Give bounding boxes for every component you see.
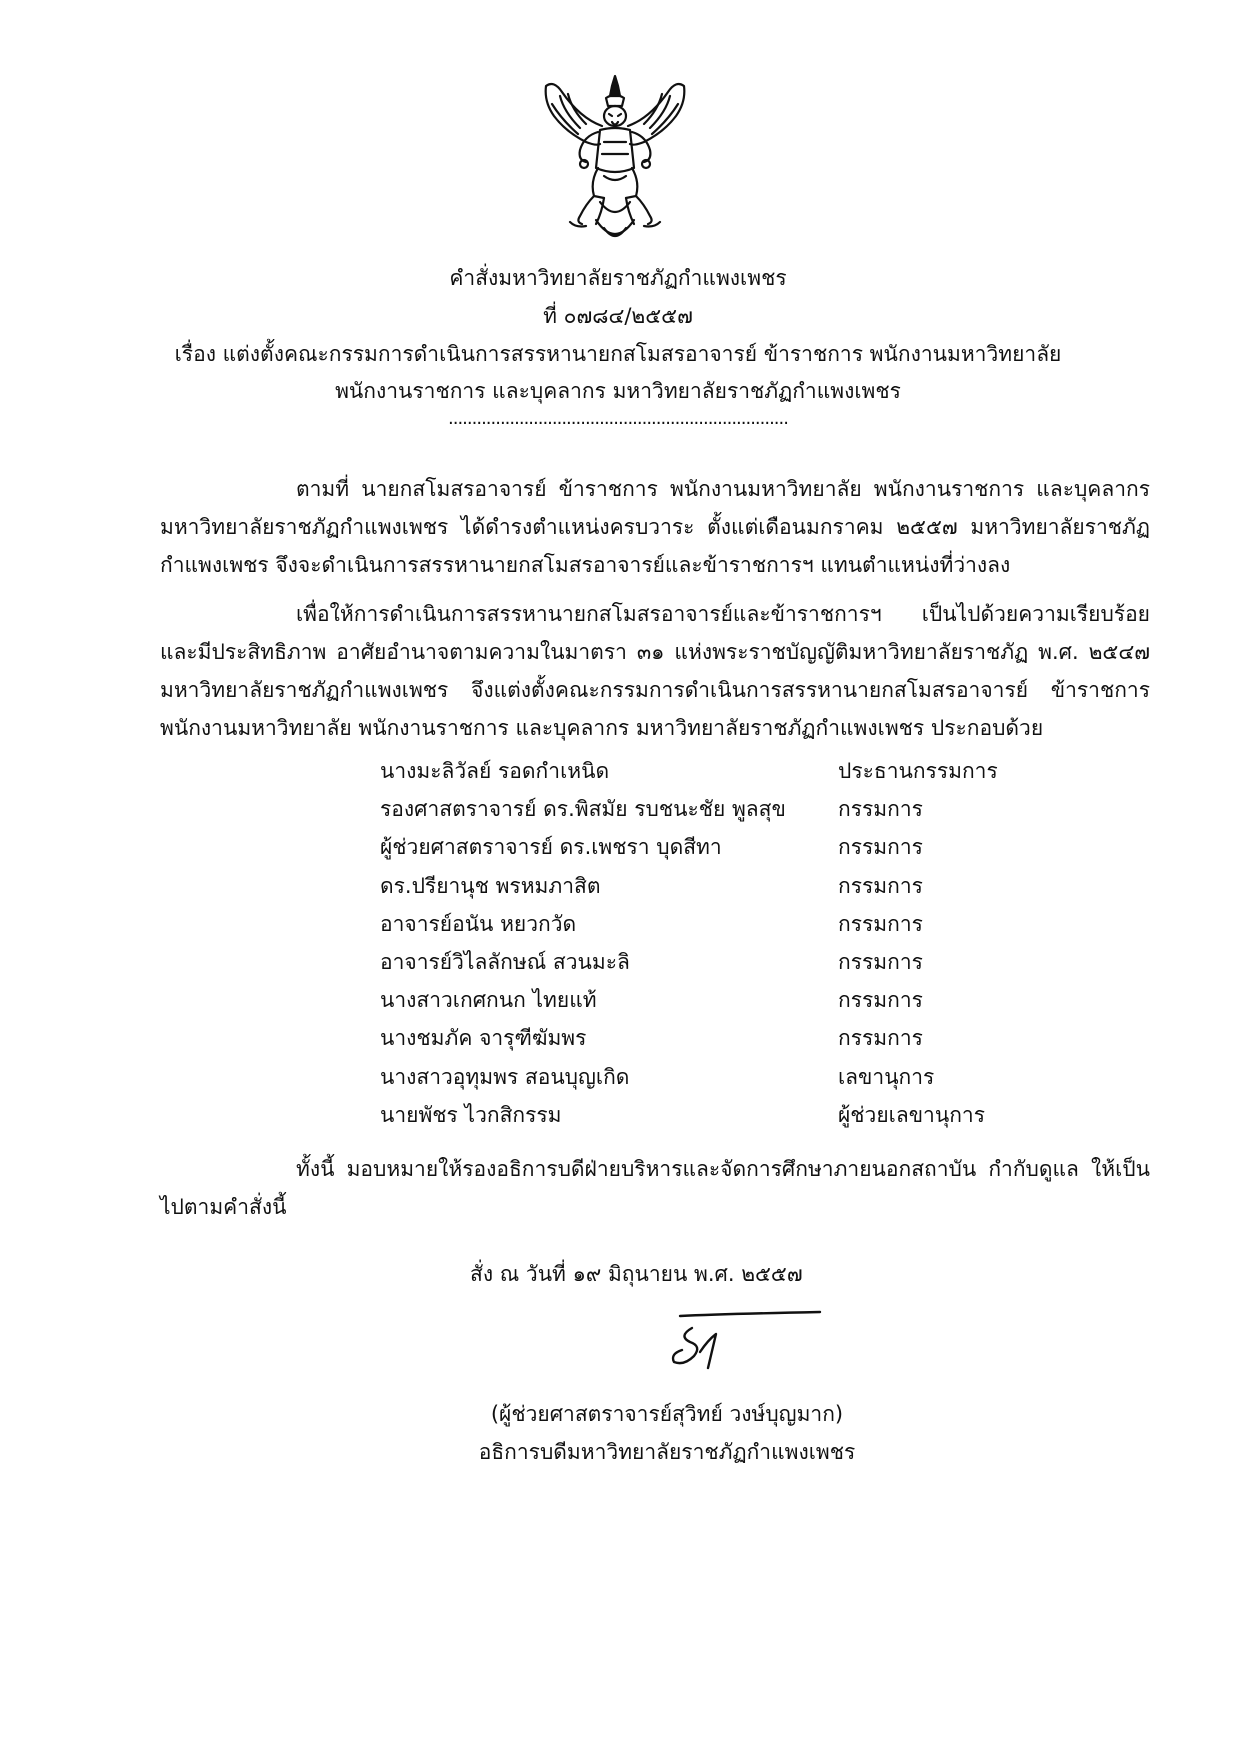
member-role: กรรมการ <box>838 949 923 974</box>
paragraph-appointment <box>160 595 1150 747</box>
member-role: กรรมการ <box>838 873 923 898</box>
committee-member <box>380 828 1140 866</box>
member-name: ดร.ปรียานุช พรหมภาสิต <box>380 873 601 898</box>
committee-member <box>380 790 1140 828</box>
garuda-emblem-icon <box>540 72 690 252</box>
member-role: กรรมการ <box>838 988 923 1013</box>
member-role: ผู้ช่วยเลขานุการ <box>838 1102 985 1127</box>
member-role: กรรมการ <box>838 797 923 822</box>
committee-member-list <box>380 752 1140 1134</box>
committee-member <box>380 1058 1140 1096</box>
committee-member <box>380 1096 1140 1134</box>
member-role: เลขานุการ <box>838 1064 935 1089</box>
paragraph-2-text: เพื่อให้การดำเนินการสรรหานายกสโมสรอาจารย์และข้าราชการฯ เป็นไปด้วยความเรียบร้อย และมีประสิทธิภาพ อาศัยอำนาจตามความในมาตรา ๓๑ แห่งพระราชบัญญัติมหาวิทยาลัยราชภัฏ พ.ศ. ๒๕๔๗ มหาวิทยาลัยราชภัฏกำแพงเพชร จึงแต่งตั้งคณะกรรมการดำเนินการสรรหานายกสโมสรอาจารย์ ข้าราชการ พนักงานมหาวิทยาลัย พนักงานราชการ และบุคลากร มหาวิทยาลัยราชภัฏกำแพงเพชร ประกอบด้วย <box>160 602 1150 740</box>
member-name: นางมะลิวัลย์ รอดกำเหนิด <box>380 759 610 783</box>
member-role: กรรมการ <box>838 911 923 936</box>
signatory-title: อธิการบดีมหาวิทยาลัยราชภัฏกำแพงเพชร <box>478 1440 856 1464</box>
member-name: นายพัชร ไวกสิกรรม <box>380 1102 562 1127</box>
paragraph-supervision <box>160 1150 1150 1226</box>
order-subject <box>0 336 1236 410</box>
committee-member <box>380 867 1140 905</box>
member-role: กรรมการ <box>838 835 923 860</box>
committee-member <box>380 981 1140 1019</box>
member-name: อาจารย์วิไลลักษณ์ สวนมะลิ <box>380 949 630 974</box>
order-title: คำสั่งมหาวิทยาลัยราชภัฏกำแพงเพชร <box>449 266 787 290</box>
member-role: ประธานกรรมการ <box>838 759 998 783</box>
member-name: อาจารย์อนัน หยวกวัด <box>380 911 577 936</box>
subject-line-2: พนักงานราชการ และบุคลากร มหาวิทยาลัยราชภัฏกำแพงเพชร <box>335 379 901 403</box>
order-number: ที่ ๐๗๘๔/๒๕๕๗ <box>543 304 693 328</box>
committee-member <box>380 752 1140 790</box>
member-name: ผู้ช่วยศาสตราจารย์ ดร.เพชรา บุดสีทา <box>380 835 722 860</box>
paragraph-1-text: ตามที่ นายกสโมสรอาจารย์ ข้าราชการ พนักงานมหาวิทยาลัย พนักงานราชการ และบุคลากร มหาวิทยาลัยราชภัฏกำแพงเพชร ได้ดำรงตำแหน่งครบวาระ ตั้งแต่เดือนมกราคม ๒๕๕๗ มหาวิทยาลัยราชภัฏกำแพงเพชร จึงจะดำเนินการสรรหานายกสโมสรอาจารย์และข้าราชการฯ แทนตำแหน่งที่ว่างลง <box>160 477 1150 577</box>
order-date: สั่ง ณ วันที่ ๑๙ มิถุนายน พ.ศ. ๒๕๕๗ <box>470 1262 803 1286</box>
paragraph-3-text: ทั้งนี้ มอบหมายให้รองอธิการบดีฝ่ายบริหารและจัดการศึกษาภายนอกสถาบัน กำกับดูแล ให้เป็นไปตามคำสั่งนี้ <box>160 1157 1150 1219</box>
subject-line-1: เรื่อง แต่งตั้งคณะกรรมการดำเนินการสรรหานายกสโมสรอาจารย์ ข้าราชการ พนักงานมหาวิทยาลัย <box>174 342 1062 366</box>
committee-member <box>380 1019 1140 1057</box>
separator-line: ........................................................................ <box>448 408 788 429</box>
member-name: นางสาวเกศกนก ไทยแท้ <box>380 988 597 1013</box>
member-name: นางสาวอุทุมพร สอนบุญเกิด <box>380 1064 630 1089</box>
committee-member <box>380 943 1140 981</box>
handwritten-signature <box>660 1310 840 1390</box>
signatory-name: (ผู้ช่วยศาสตราจารย์สุวิทย์ วงษ์บุญมาก) <box>490 1402 844 1426</box>
member-name: นางชมภัค จารุฑีฆัมพร <box>380 1026 587 1051</box>
paragraph-background <box>160 470 1150 584</box>
committee-member <box>380 905 1140 943</box>
member-name: รองศาสตราจารย์ ดร.พิสมัย รบชนะชัย พูลสุข <box>380 797 786 822</box>
member-role: กรรมการ <box>838 1026 923 1051</box>
